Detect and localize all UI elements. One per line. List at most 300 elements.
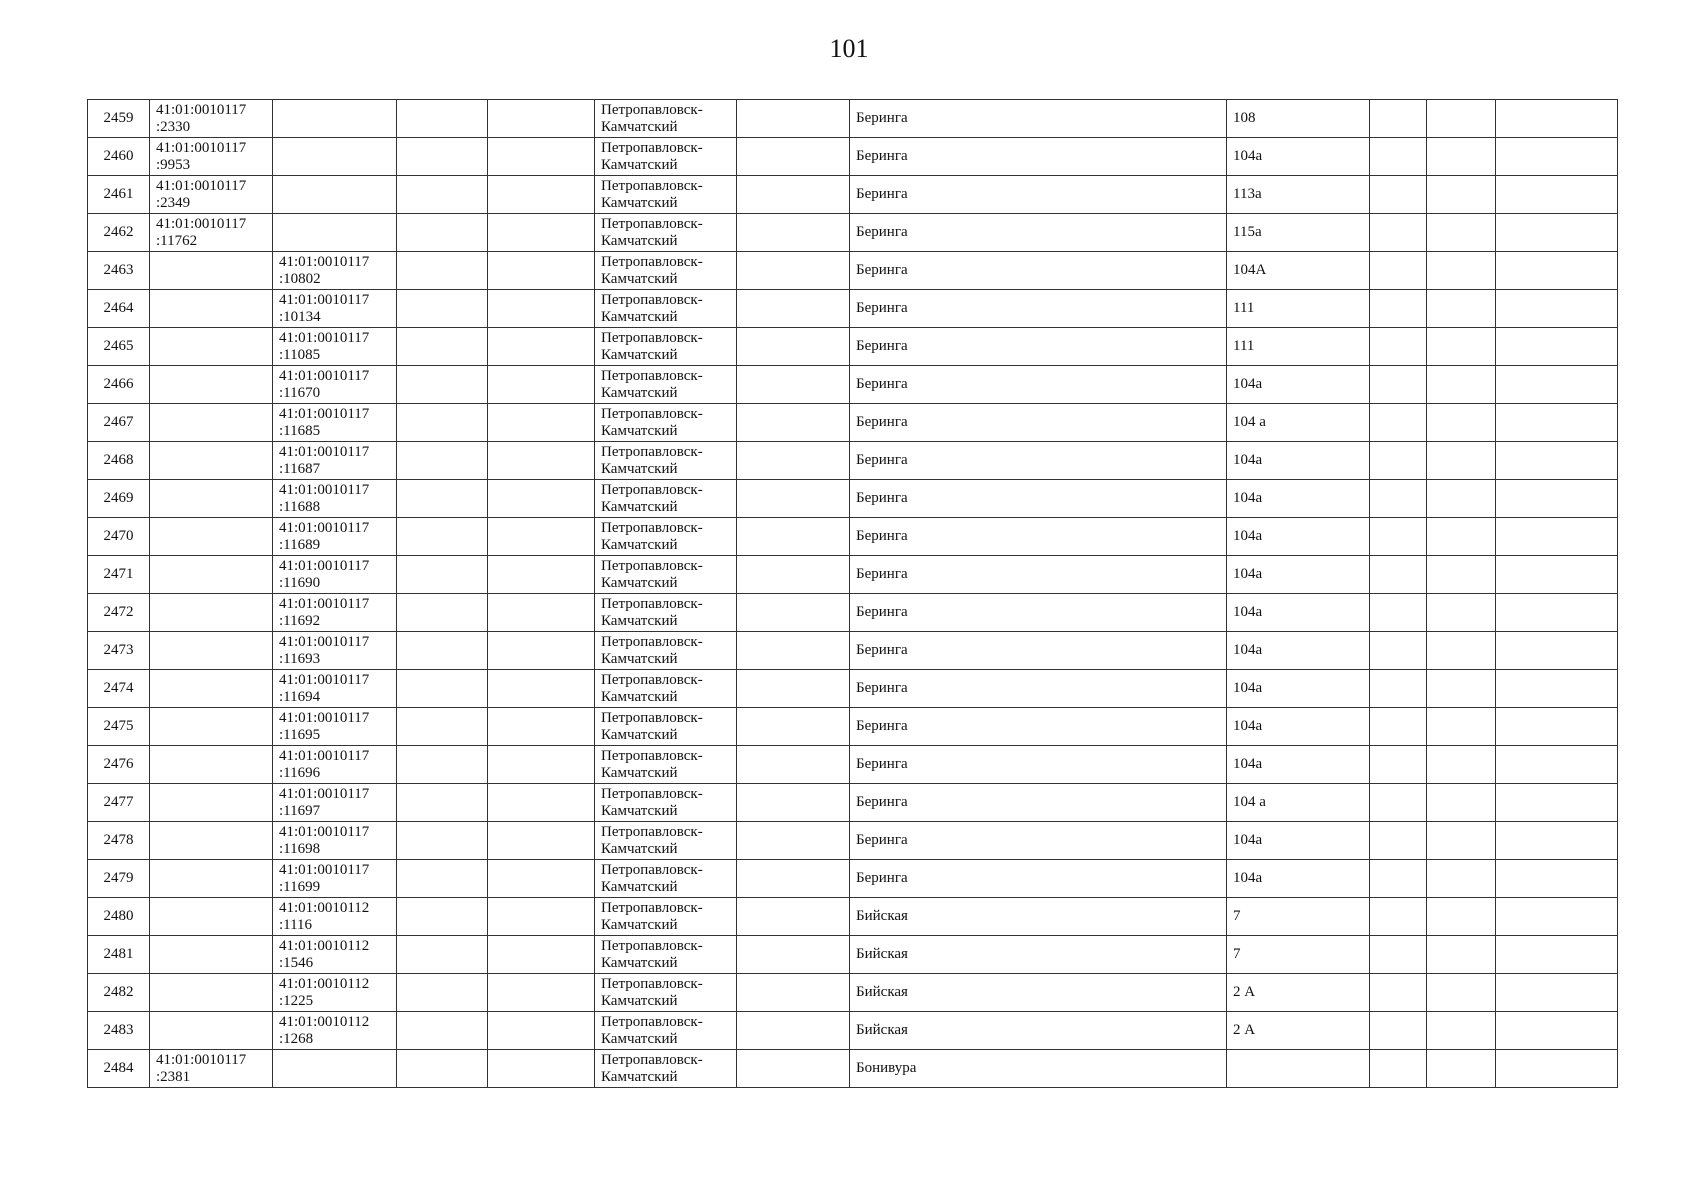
row-number-cell: 2480 (88, 898, 150, 936)
empty-cell (737, 594, 850, 632)
city-cell (595, 936, 737, 974)
empty-cell (397, 328, 488, 366)
cadastral-number-cell (150, 442, 273, 480)
empty-cell (397, 670, 488, 708)
empty-cell (737, 974, 850, 1012)
row-number-cell: 2469 (88, 480, 150, 518)
cadastral-number-line: 41:01:0010117 (156, 139, 247, 156)
table-row (88, 746, 1618, 784)
cadastral-number-alt-cell (273, 518, 397, 556)
cadastral-number-line: 41:01:0010117 (156, 215, 247, 232)
house-number-cell: 108 (1227, 100, 1370, 138)
cadastral-number-line: :11690 (279, 574, 321, 591)
city-line: Петропавловск- (601, 671, 703, 688)
house-number-cell: 104а (1227, 822, 1370, 860)
street-cell: Беринга (850, 708, 1227, 746)
city-line: Петропавловск- (601, 747, 703, 764)
table-row (88, 176, 1618, 214)
city-line: Петропавловск- (601, 177, 703, 194)
empty-cell (1496, 328, 1618, 366)
row-number-cell: 2477 (88, 784, 150, 822)
empty-cell (1427, 556, 1496, 594)
cadastral-number-alt-cell (273, 632, 397, 670)
city-cell (595, 138, 737, 176)
empty-cell (737, 708, 850, 746)
city-line: Петропавловск- (601, 595, 703, 612)
street-cell: Бийская (850, 1012, 1227, 1050)
cadastral-number-alt-cell (273, 404, 397, 442)
empty-cell (1427, 214, 1496, 252)
street-cell: Беринга (850, 556, 1227, 594)
table-row (88, 594, 1618, 632)
empty-cell (397, 1012, 488, 1050)
cadastral-number-line: 41:01:0010117 (156, 177, 247, 194)
empty-cell (1496, 518, 1618, 556)
city-line: Петропавловск- (601, 785, 703, 802)
empty-cell (1496, 1012, 1618, 1050)
empty-cell (737, 936, 850, 974)
cadastral-number-cell (150, 290, 273, 328)
cadastral-number-line: :11689 (279, 536, 321, 553)
cadastral-number-line: :1116 (279, 916, 313, 933)
page-number: 101 (829, 34, 869, 63)
empty-cell (737, 1012, 850, 1050)
empty-cell (737, 898, 850, 936)
cadastral-number-cell (150, 746, 273, 784)
empty-cell (1427, 290, 1496, 328)
city-cell (595, 594, 737, 632)
empty-cell (1496, 632, 1618, 670)
empty-cell (737, 556, 850, 594)
city-line: Камчатский (601, 1068, 678, 1085)
cadastral-number-alt-cell (273, 328, 397, 366)
house-number-cell: 104а (1227, 480, 1370, 518)
empty-cell (1427, 328, 1496, 366)
house-number-cell (1227, 1050, 1370, 1088)
cadastral-number-cell (150, 1050, 273, 1088)
cadastral-number-alt-cell (273, 670, 397, 708)
empty-cell (1370, 708, 1427, 746)
empty-cell (1370, 936, 1427, 974)
city-line: Камчатский (601, 650, 678, 667)
cadastral-number-line: 41:01:0010117 (156, 1051, 247, 1068)
city-line: Камчатский (601, 954, 678, 971)
empty-cell (737, 328, 850, 366)
city-cell (595, 100, 737, 138)
cadastral-number-line: 41:01:0010117 (279, 291, 370, 308)
table-row (88, 252, 1618, 290)
row-number-cell: 2463 (88, 252, 150, 290)
empty-cell (1370, 100, 1427, 138)
cadastral-number-cell (150, 138, 273, 176)
empty-cell (1496, 252, 1618, 290)
house-number-cell: 111 (1227, 328, 1370, 366)
empty-cell (1427, 898, 1496, 936)
city-line: Камчатский (601, 612, 678, 629)
city-line: Петропавловск- (601, 861, 703, 878)
cadastral-number-line: :1225 (279, 992, 314, 1009)
house-number-cell: 104 а (1227, 784, 1370, 822)
empty-cell (1496, 974, 1618, 1012)
cadastral-number-cell (150, 632, 273, 670)
row-number-cell: 2481 (88, 936, 150, 974)
city-line: Петропавловск- (601, 937, 703, 954)
empty-cell (737, 290, 850, 328)
house-number-cell: 104а (1227, 556, 1370, 594)
empty-cell (1370, 784, 1427, 822)
row-number-cell: 2471 (88, 556, 150, 594)
city-line: Камчатский (601, 688, 678, 705)
city-cell (595, 670, 737, 708)
cadastral-number-line: :11692 (279, 612, 321, 629)
empty-cell (737, 252, 850, 290)
empty-cell (737, 214, 850, 252)
cadastral-number-alt-cell (273, 442, 397, 480)
city-line: Камчатский (601, 498, 678, 515)
cadastral-number-line: :11688 (279, 498, 321, 515)
cadastral-number-line: :2381 (156, 1068, 191, 1085)
empty-cell (1427, 746, 1496, 784)
city-line: Камчатский (601, 574, 678, 591)
street-cell: Бонивура (850, 1050, 1227, 1088)
street-cell: Беринга (850, 518, 1227, 556)
row-number-cell: 2482 (88, 974, 150, 1012)
cadastral-number-alt-cell (273, 556, 397, 594)
empty-cell (1370, 138, 1427, 176)
city-cell (595, 480, 737, 518)
cadastral-number-line: :11694 (279, 688, 321, 705)
empty-cell (397, 214, 488, 252)
city-line: Петропавловск- (601, 481, 703, 498)
row-number-cell: 2466 (88, 366, 150, 404)
city-line: Камчатский (601, 536, 678, 553)
city-cell (595, 632, 737, 670)
cadastral-number-line: 41:01:0010117 (279, 709, 370, 726)
empty-cell (397, 290, 488, 328)
empty-cell (1370, 480, 1427, 518)
cadastral-number-alt-cell (273, 936, 397, 974)
table-row (88, 632, 1618, 670)
empty-cell (488, 594, 595, 632)
cadastral-number-line: :11697 (279, 802, 321, 819)
empty-cell (737, 404, 850, 442)
city-cell (595, 442, 737, 480)
empty-cell (1427, 708, 1496, 746)
cadastral-number-line: :11762 (156, 232, 198, 249)
city-cell (595, 860, 737, 898)
table-row (88, 480, 1618, 518)
empty-cell (1496, 708, 1618, 746)
cadastral-number-line: 41:01:0010117 (279, 671, 370, 688)
empty-cell (397, 404, 488, 442)
cadastral-number-alt-cell (273, 1050, 397, 1088)
empty-cell (1496, 138, 1618, 176)
street-cell: Беринга (850, 214, 1227, 252)
empty-cell (737, 860, 850, 898)
empty-cell (1496, 860, 1618, 898)
row-number-cell: 2468 (88, 442, 150, 480)
empty-cell (397, 974, 488, 1012)
city-line: Камчатский (601, 346, 678, 363)
table-row (88, 556, 1618, 594)
row-number-cell: 2478 (88, 822, 150, 860)
empty-cell (488, 670, 595, 708)
city-line: Камчатский (601, 232, 678, 249)
empty-cell (737, 138, 850, 176)
empty-cell (1427, 404, 1496, 442)
city-line: Петропавловск- (601, 367, 703, 384)
table-row (88, 974, 1618, 1012)
cadastral-number-line: 41:01:0010117 (279, 253, 370, 270)
empty-cell (1496, 176, 1618, 214)
house-number-cell: 104а (1227, 746, 1370, 784)
empty-cell (488, 1012, 595, 1050)
city-line: Петропавловск- (601, 1013, 703, 1030)
cadastral-number-line: 41:01:0010117 (279, 367, 370, 384)
empty-cell (1370, 822, 1427, 860)
city-line: Петропавловск- (601, 405, 703, 422)
city-line: Камчатский (601, 156, 678, 173)
city-line: Петропавловск- (601, 215, 703, 232)
house-number-cell: 104а (1227, 708, 1370, 746)
empty-cell (737, 176, 850, 214)
cadastral-number-line: 41:01:0010117 (279, 481, 370, 498)
house-number-cell: 104а (1227, 860, 1370, 898)
row-number-cell: 2464 (88, 290, 150, 328)
street-cell: Беринга (850, 670, 1227, 708)
cadastral-number-alt-cell (273, 784, 397, 822)
table-row (88, 214, 1618, 252)
empty-cell (737, 822, 850, 860)
empty-cell (397, 860, 488, 898)
house-number-cell: 104а (1227, 138, 1370, 176)
empty-cell (737, 480, 850, 518)
cadastral-number-line: :1546 (279, 954, 314, 971)
empty-cell (1370, 214, 1427, 252)
house-number-cell: 7 (1227, 936, 1370, 974)
row-number-cell: 2470 (88, 518, 150, 556)
city-line: Петропавловск- (601, 1051, 703, 1068)
city-line: Петропавловск- (601, 329, 703, 346)
empty-cell (1496, 556, 1618, 594)
empty-cell (737, 442, 850, 480)
cadastral-number-line: 41:01:0010117 (279, 823, 370, 840)
city-cell (595, 214, 737, 252)
cadastral-number-cell (150, 366, 273, 404)
cadastral-number-alt-cell (273, 138, 397, 176)
city-line: Камчатский (601, 802, 678, 819)
empty-cell (488, 442, 595, 480)
street-cell: Бийская (850, 936, 1227, 974)
cadastral-number-line: 41:01:0010112 (279, 1013, 370, 1030)
city-line: Камчатский (601, 422, 678, 439)
street-cell: Беринга (850, 784, 1227, 822)
empty-cell (1496, 100, 1618, 138)
table-row (88, 784, 1618, 822)
empty-cell (488, 290, 595, 328)
cadastral-number-alt-cell (273, 594, 397, 632)
row-number-cell: 2472 (88, 594, 150, 632)
empty-cell (397, 366, 488, 404)
empty-cell (1427, 138, 1496, 176)
empty-cell (488, 556, 595, 594)
cadastral-number-line: :11698 (279, 840, 321, 857)
empty-cell (488, 214, 595, 252)
city-line: Камчатский (601, 270, 678, 287)
city-line: Петропавловск- (601, 709, 703, 726)
city-line: Петропавловск- (601, 557, 703, 574)
empty-cell (1427, 252, 1496, 290)
empty-cell (1370, 860, 1427, 898)
empty-cell (737, 632, 850, 670)
city-line: Петропавловск- (601, 975, 703, 992)
cadastral-number-line: :2349 (156, 194, 191, 211)
empty-cell (1370, 1050, 1427, 1088)
cadastral-number-line: :11699 (279, 878, 321, 895)
empty-cell (1370, 670, 1427, 708)
cadastral-number-alt-cell (273, 176, 397, 214)
empty-cell (1370, 290, 1427, 328)
cadastral-number-line: :2330 (156, 118, 191, 135)
cadastral-number-cell (150, 328, 273, 366)
city-line: Камчатский (601, 878, 678, 895)
empty-cell (737, 670, 850, 708)
empty-cell (397, 442, 488, 480)
cadastral-number-cell (150, 214, 273, 252)
empty-cell (397, 784, 488, 822)
cadastral-number-alt-cell (273, 974, 397, 1012)
empty-cell (1427, 670, 1496, 708)
city-cell (595, 708, 737, 746)
cadastral-number-cell (150, 708, 273, 746)
city-cell (595, 898, 737, 936)
city-line: Камчатский (601, 992, 678, 1009)
empty-cell (1496, 746, 1618, 784)
cadastral-number-line: 41:01:0010117 (279, 405, 370, 422)
table-row (88, 936, 1618, 974)
cadastral-number-cell (150, 936, 273, 974)
empty-cell (397, 100, 488, 138)
empty-cell (397, 936, 488, 974)
street-cell: Беринга (850, 100, 1227, 138)
cadastral-number-cell (150, 860, 273, 898)
row-number-cell: 2476 (88, 746, 150, 784)
city-cell (595, 176, 737, 214)
city-cell (595, 1050, 737, 1088)
city-cell (595, 746, 737, 784)
street-cell: Беринга (850, 442, 1227, 480)
city-line: Камчатский (601, 308, 678, 325)
empty-cell (737, 1050, 850, 1088)
house-number-cell: 2 А (1227, 1012, 1370, 1050)
house-number-cell: 104а (1227, 366, 1370, 404)
empty-cell (1496, 936, 1618, 974)
empty-cell (397, 138, 488, 176)
house-number-cell: 2 А (1227, 974, 1370, 1012)
cadastral-number-alt-cell (273, 898, 397, 936)
house-number-cell: 104а (1227, 594, 1370, 632)
row-number-cell: 2460 (88, 138, 150, 176)
empty-cell (1427, 784, 1496, 822)
empty-cell (488, 860, 595, 898)
empty-cell (1370, 1012, 1427, 1050)
city-line: Камчатский (601, 840, 678, 857)
empty-cell (488, 480, 595, 518)
row-number-cell: 2479 (88, 860, 150, 898)
empty-cell (488, 176, 595, 214)
house-number-cell: 104а (1227, 442, 1370, 480)
city-cell (595, 290, 737, 328)
empty-cell (1427, 936, 1496, 974)
cadastral-number-line: :11085 (279, 346, 321, 363)
empty-cell (1370, 252, 1427, 290)
row-number-cell: 2475 (88, 708, 150, 746)
city-cell (595, 974, 737, 1012)
street-cell: Бийская (850, 898, 1227, 936)
cadastral-number-line: 41:01:0010112 (279, 975, 370, 992)
empty-cell (1496, 290, 1618, 328)
cadastral-number-alt-cell (273, 708, 397, 746)
empty-cell (488, 252, 595, 290)
cadastral-number-line: 41:01:0010117 (279, 595, 370, 612)
cadastral-number-line: :10134 (279, 308, 321, 325)
cadastral-number-alt-cell (273, 252, 397, 290)
cadastral-number-alt-cell (273, 822, 397, 860)
table-row (88, 442, 1618, 480)
house-number-cell: 104а (1227, 632, 1370, 670)
row-number-cell: 2461 (88, 176, 150, 214)
city-line: Петропавловск- (601, 291, 703, 308)
city-line: Камчатский (601, 916, 678, 933)
cadastral-number-line: 41:01:0010112 (279, 899, 370, 916)
row-number-cell: 2465 (88, 328, 150, 366)
cadastral-number-cell (150, 784, 273, 822)
city-cell (595, 366, 737, 404)
empty-cell (1370, 974, 1427, 1012)
empty-cell (1427, 366, 1496, 404)
empty-cell (1496, 442, 1618, 480)
row-number-cell: 2467 (88, 404, 150, 442)
empty-cell (1496, 404, 1618, 442)
row-number-cell: 2484 (88, 1050, 150, 1088)
table-row (88, 138, 1618, 176)
cadastral-number-line: 41:01:0010117 (279, 443, 370, 460)
cadastral-number-cell (150, 974, 273, 1012)
empty-cell (1370, 328, 1427, 366)
empty-cell (1370, 404, 1427, 442)
city-line: Камчатский (601, 118, 678, 135)
empty-cell (488, 632, 595, 670)
empty-cell (488, 518, 595, 556)
empty-cell (1370, 594, 1427, 632)
house-number-cell: 113а (1227, 176, 1370, 214)
empty-cell (488, 898, 595, 936)
city-line: Петропавловск- (601, 101, 703, 118)
table-row (88, 1050, 1618, 1088)
empty-cell (1496, 594, 1618, 632)
cadastral-number-alt-cell (273, 100, 397, 138)
empty-cell (1370, 442, 1427, 480)
row-number-cell: 2474 (88, 670, 150, 708)
empty-cell (488, 328, 595, 366)
city-line: Петропавловск- (601, 139, 703, 156)
empty-cell (488, 404, 595, 442)
empty-cell (1496, 366, 1618, 404)
table-row (88, 670, 1618, 708)
cadastral-number-alt-cell (273, 214, 397, 252)
cadastral-number-line: 41:01:0010117 (279, 861, 370, 878)
cadastral-number-line: :11685 (279, 422, 321, 439)
